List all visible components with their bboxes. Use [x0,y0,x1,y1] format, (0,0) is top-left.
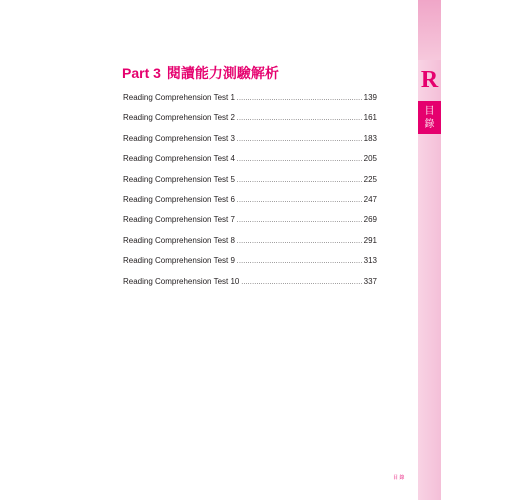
page-footer-label: 目 錄 [393,475,405,481]
toc-entry-label: Reading Comprehension Test 8 [123,235,235,245]
toc-entry-page: 183 [363,133,377,143]
toc-entry-label: Reading Comprehension Test 3 [123,133,235,143]
toc-entry[interactable] [123,129,377,148]
toc-entry[interactable] [123,272,377,291]
toc-entry-label: Reading Comprehension Test 10 [123,276,240,286]
toc-leader-dots [237,253,362,272]
side-strip-top-band [418,0,441,60]
part-title: 閱讀能力測驗解析 [166,66,279,82]
toc-entry-label: Reading Comprehension Test 4 [123,154,235,164]
toc-entry-label: Reading Comprehension Test 9 [123,256,235,266]
toc-entry-label: Reading Comprehension Test 5 [123,174,235,184]
toc-entry-page: 291 [363,235,377,245]
contents-tab-char-1: 目 [424,105,435,117]
toc-entry[interactable] [123,190,377,209]
part-heading [122,64,279,83]
toc-entry-label: Reading Comprehension Test 2 [123,113,235,123]
toc-entry-page: 139 [363,93,377,102]
section-letter: R [420,67,439,93]
toc-leader-dots [237,233,362,252]
toc-leader-dots [241,274,361,293]
toc-entry[interactable] [123,251,377,270]
toc-leader-dots [237,192,362,211]
toc-entry-page: 313 [363,256,377,266]
toc-leader-dots [237,131,362,150]
toc-entry-label: Reading Comprehension Test 1 [123,93,235,102]
toc-entry-label: Reading Comprehension Test 7 [123,215,235,225]
toc-entry-page: 337 [363,276,377,286]
toc-leader-dots [237,90,362,109]
toc-entry-page: 161 [363,113,377,123]
toc-entry[interactable] [123,231,377,250]
toc-entry[interactable] [123,88,377,107]
toc-entry-page: 247 [363,194,377,204]
toc-entry[interactable] [123,210,377,229]
toc-entry[interactable] [123,108,377,127]
toc-leader-dots [237,151,362,170]
toc-entry-page: 225 [363,174,377,184]
part-number: Part 3 [122,65,161,81]
contents-tab [418,101,441,134]
toc-entry-page: 269 [363,215,377,225]
contents-tab-char-2: 錄 [424,118,435,130]
toc-entry-label: Reading Comprehension Test 6 [123,194,235,204]
toc-leader-dots [237,110,362,129]
toc-entry[interactable] [123,149,377,168]
toc-entry[interactable] [123,170,377,189]
table-of-contents [123,88,377,292]
toc-leader-dots [237,172,362,191]
toc-entry-page: 205 [363,154,377,164]
toc-leader-dots [237,212,362,231]
